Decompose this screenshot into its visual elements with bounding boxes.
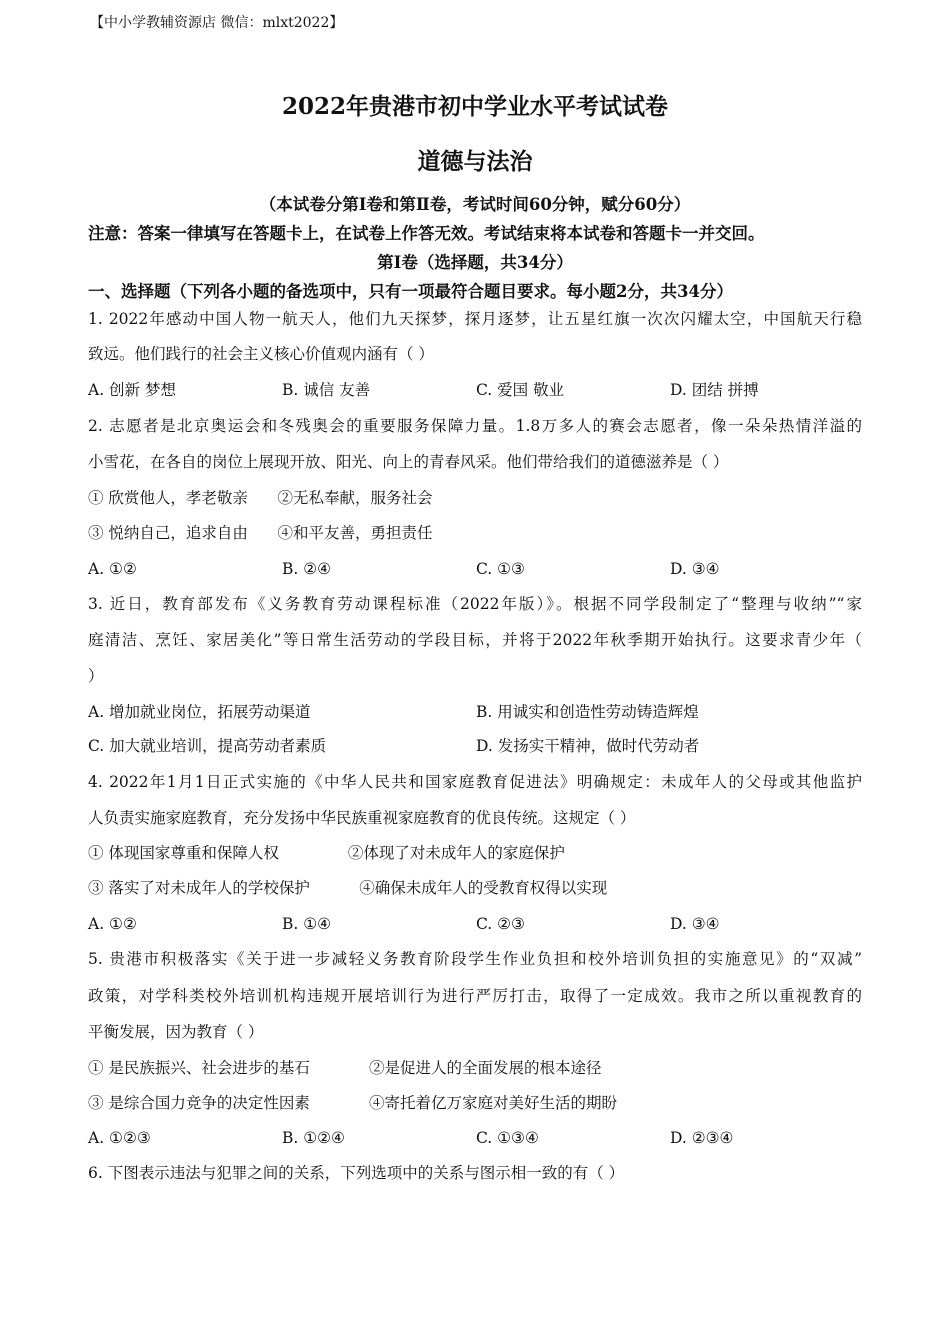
q2-stem-line: 小雪花，在各自的岗位上展现开放、阳光、向上的青春风采。他们带给我们的道德滋养是（ ） [88, 453, 729, 471]
header-note: 【中小学教辅资源店 微信：mlxt2022】 [90, 15, 344, 31]
q4-statements: ③ 落实了对未成年人的学校保护 ④确保未成年人的受教育权得以实现 [88, 879, 608, 897]
q4-option-b: B. ①④ [282, 915, 332, 933]
q5-stem-line: 5. 贵港市积极落实《关于进一步减轻义务教育阶段学生作业负担和校外培训负担的实施意见》的“双减” [88, 950, 862, 968]
q1-option-b: B. 诚信 友善 [282, 381, 371, 399]
q3-option-d: D. 发扬实干精神，做时代劳动者 [476, 737, 700, 755]
q1-option-d: D. 团结 拼搏 [670, 381, 759, 399]
q5-option-b: B. ①②④ [282, 1129, 345, 1147]
q5-option-c: C. ①③④ [476, 1129, 539, 1147]
q5-option-d: D. ②③④ [670, 1129, 734, 1147]
notice: 注意：答案一律填写在答题卡上，在试卷上作答无效。考试结束将本试卷和答题卡一并交回。 [88, 224, 765, 243]
q4-option-c: C. ②③ [476, 915, 525, 933]
q3-stem-line: 庭清洁、烹饪、家居美化”等日常生活劳动的学段目标，并将于2022年秋季期开始执行。这要求青少年（ [88, 631, 862, 649]
q2-statements: ① 欣赏他人，孝老敬亲 ②无私奉献，服务社会 [88, 489, 433, 507]
q6-stem-line: 6. 下图表示违法与犯罪之间的关系，下列选项中的关系与图示相一致的有（ ） [88, 1164, 625, 1182]
q4-option-a: A. ①② [88, 915, 137, 933]
q2-option-d: D. ③④ [670, 560, 720, 578]
q2-option-b: B. ②④ [282, 560, 332, 578]
q4-stem-line: 人负责实施家庭教育，充分发扬中华民族重视家庭教育的优良传统。这规定（ ） [88, 809, 636, 827]
q4-statements: ① 体现国家尊重和保障人权 ②体现了对未成年人的家庭保护 [88, 844, 565, 862]
q3-option-c: C. 加大就业培训，提高劳动者素质 [88, 737, 327, 755]
q3-option-a: A. 增加就业岗位，拓展劳动渠道 [88, 703, 311, 721]
exam-title: 2022年贵港市初中学业水平考试试卷 [281, 93, 668, 120]
q2-option-c: C. ①③ [476, 560, 525, 578]
q1-stem-line: 1. 2022年感动中国人物一航天人，他们九天探梦，探月逐梦，让五星红旗一次次闪耀太空，中国航天行稳 [88, 310, 862, 328]
q2-option-a: A. ①② [88, 560, 137, 578]
q5-statements: ① 是民族振兴、社会进步的基石 ②是促进人的全面发展的根本途径 [88, 1059, 602, 1077]
q1-option-a: A. 创新 梦想 [88, 381, 176, 399]
exam-info: （本试卷分第Ⅰ卷和第Ⅱ卷，考试时间60分钟，赋分60分） [259, 195, 691, 214]
q3-stem-line: 3. 近日，教育部发布《义务教育劳动课程标准（2022年版）》。根据不同学段制定了“整理与收纳”“家 [88, 595, 862, 613]
q5-stem-line: 政策，对学科类校外培训机构违规开展培训行为进行严厉打击，取得了一定成效。我市之所以重视教育的 [88, 987, 862, 1005]
q2-statements: ③ 悦纳自己，追求自由 ④和平友善，勇担责任 [88, 524, 433, 542]
q3-stem-line: ） [88, 667, 104, 685]
q5-option-a: A. ①②③ [88, 1129, 151, 1147]
q1-option-c: C. 爱国 敬业 [476, 381, 565, 399]
q4-option-d: D. ③④ [670, 915, 720, 933]
section-title: 一、选择题（下列各小题的备选项中，只有一项最符合题目要求。每小题2分，共34分） [88, 282, 733, 301]
q5-statements: ③ 是综合国力竞争的决定性因素 ④寄托着亿万家庭对美好生活的期盼 [88, 1094, 618, 1112]
subject-title: 道德与法治 [417, 148, 533, 175]
q3-option-b: B. 用诚实和创造性劳动铸造辉煌 [476, 703, 699, 721]
q5-stem-line: 平衡发展，因为教育（ ） [88, 1023, 264, 1041]
q4-stem-line: 4. 2022年1月1日正式实施的《中华人民共和国家庭教育促进法》明确规定：未成年人的父母或其他监护 [88, 773, 862, 791]
q1-stem-line: 致远。他们践行的社会主义核心价值观内涵有（ ） [88, 345, 434, 363]
part-title: 第Ⅰ卷（选择题，共34分） [377, 253, 573, 272]
q2-stem-line: 2. 志愿者是北京奥运会和冬残奥会的重要服务保障力量。1.8万多人的赛会志愿者，像一朵朵热情洋溢的 [88, 417, 862, 435]
